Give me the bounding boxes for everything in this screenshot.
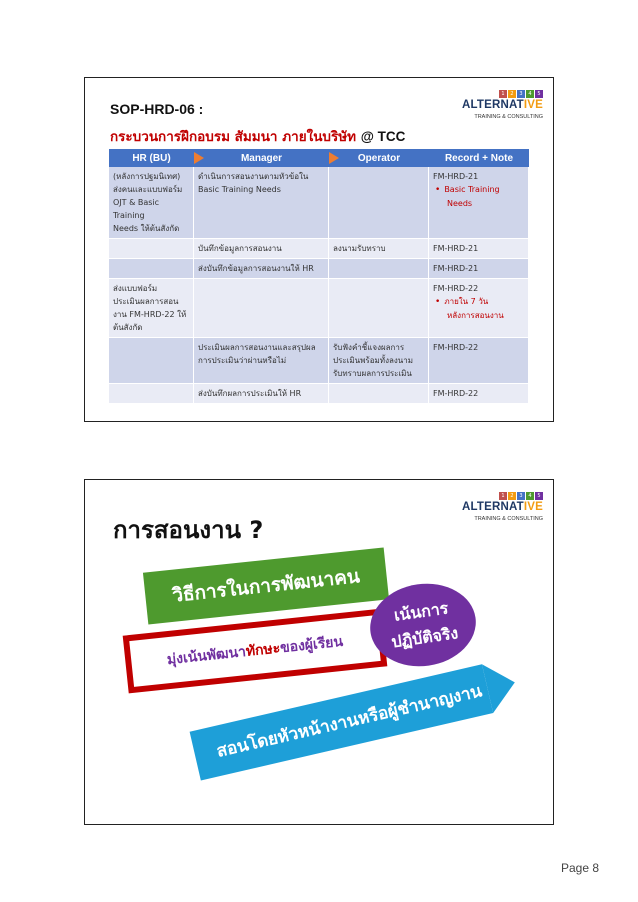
cell-operator	[329, 259, 429, 278]
cell-manager	[194, 279, 329, 337]
slide-coaching	[84, 479, 554, 825]
logo-name-part2: IVE	[523, 99, 543, 111]
subtitle-text: กระบวนการฝึกอบรม สัมมนา ภายในบริษัท	[110, 129, 357, 145]
header-hr	[109, 149, 194, 167]
red-label-part2: ของผู้เรียน	[279, 633, 344, 657]
cell-operator	[329, 279, 429, 337]
header-label: Record + Note	[444, 152, 514, 164]
header-label: Operator	[357, 152, 401, 164]
cell-manager: ส่งบันทึกผลการประเมินให้ HR	[194, 384, 329, 403]
process-table	[109, 149, 529, 404]
cell-manager: ส่งบันทึกข้อมูลการสอนงานให้ HR	[194, 259, 329, 278]
bullet-icon: •	[435, 297, 441, 307]
table-row	[109, 279, 529, 338]
record-note-cont	[433, 197, 524, 210]
cyan-arrow-body: สอนโดยหัวหน้างานหรือผู้ชำนาญงาน	[190, 664, 494, 780]
note-text-cont: Needs	[447, 199, 473, 208]
logo-tagline: TRAINING & CONSULTING	[474, 516, 543, 522]
cell-hr	[109, 259, 194, 278]
orange-arrow-icon	[329, 152, 339, 164]
cell-record	[429, 259, 529, 278]
cell-record	[429, 279, 529, 337]
cell-hr: (หลังการปฐมนิเทศ) ส่งคนและแบบฟอร์ม OJT & Basic Training Needs ให้ต้นสังกัด	[109, 167, 194, 238]
logo-name-part2: IVE	[523, 501, 543, 513]
logo-name-part1: ALTERNAT	[462, 99, 524, 111]
record-code: FM-HRD-22	[433, 389, 479, 398]
logo-number-squares	[499, 90, 543, 98]
note-text-cont: หลังการสอนงาน	[447, 311, 504, 320]
table-row	[109, 259, 529, 279]
header-record	[429, 149, 529, 167]
cell-record	[429, 167, 529, 238]
cell-record	[429, 384, 529, 403]
slide-title: SOP-HRD-06 :	[110, 101, 204, 117]
bullet-icon: •	[435, 185, 441, 195]
logo-square: 3	[517, 492, 525, 500]
cell-operator	[329, 167, 429, 238]
subtitle-suffix: @ TCC	[360, 129, 406, 144]
cell-operator	[329, 384, 429, 403]
logo-square: 2	[508, 492, 516, 500]
page-number: Page 8	[561, 861, 600, 875]
circle-line1: เน้นการ	[392, 598, 450, 625]
logo-name	[462, 99, 543, 111]
logo-number-squares	[499, 492, 543, 500]
record-code: FM-HRD-21	[433, 172, 479, 181]
table-header	[109, 149, 529, 167]
cell-hr	[109, 338, 194, 383]
cell-record	[429, 239, 529, 258]
logo-square: 3	[517, 90, 525, 98]
cell-hr	[109, 384, 194, 403]
logo-square: 4	[526, 90, 534, 98]
logo-square: 4	[526, 492, 534, 500]
cell-manager: ดำเนินการสอนงานตามหัวข้อใน Basic Training Needs	[194, 167, 329, 238]
cell-manager: ประเมินผลการสอนงานและสรุปผล การประเมินว่าผ่านหรือไม่	[194, 338, 329, 383]
logo-name-part1: ALTERNAT	[462, 501, 524, 513]
note-text: Basic Training	[444, 185, 500, 194]
cell-hr	[109, 239, 194, 258]
orange-arrow-icon	[194, 152, 204, 164]
circle-line2: ปฏิบัติจริง	[390, 623, 460, 652]
red-label-highlight: ทักษะ	[245, 640, 282, 660]
table-row	[109, 239, 529, 259]
header-manager	[194, 149, 329, 167]
record-note	[433, 295, 524, 309]
record-code: FM-HRD-21	[433, 264, 479, 273]
record-code: FM-HRD-22	[433, 284, 479, 293]
header-operator	[329, 149, 429, 167]
logo-square: 1	[499, 90, 507, 98]
header-label: HR (BU)	[132, 152, 171, 164]
note-text: ภายใน 7 วัน	[444, 297, 489, 306]
slide-sop-hrd-06	[84, 77, 554, 422]
cell-operator: รับฟังคำชี้แจงผลการ ประเมินพร้อมทั้งลงนาม รับทราบผลการประเมิน	[329, 338, 429, 383]
table-body	[109, 167, 529, 404]
logo-square: 5	[535, 90, 543, 98]
alternative-logo	[462, 90, 543, 124]
slide-subtitle	[110, 125, 405, 147]
cell-record	[429, 338, 529, 383]
logo-square: 1	[499, 492, 507, 500]
table-row	[109, 338, 529, 384]
logo-square: 2	[508, 90, 516, 98]
record-code: FM-HRD-22	[433, 343, 479, 352]
cell-operator: ลงนามรับทราบ	[329, 239, 429, 258]
alternative-logo	[462, 492, 543, 526]
header-label: Manager	[240, 152, 283, 164]
logo-name	[462, 501, 543, 513]
record-code: FM-HRD-21	[433, 244, 479, 253]
green-banner: วิธีการในการพัฒนาคน	[143, 547, 389, 624]
table-row	[109, 167, 529, 239]
table-row	[109, 384, 529, 404]
cell-hr: ส่งแบบฟอร์ม ประเมินผลการสอน งาน FM-HRD-22 ให้ ต้นสังกัด	[109, 279, 194, 337]
logo-square: 5	[535, 492, 543, 500]
cell-manager: บันทึกข้อมูลการสอนงาน	[194, 239, 329, 258]
logo-tagline: TRAINING & CONSULTING	[474, 114, 543, 120]
red-label-part1: มุ่งเน้นพัฒนา	[166, 643, 247, 669]
record-note	[433, 183, 524, 197]
slide-title: การสอนงาน ?	[113, 516, 264, 544]
record-note-cont	[433, 309, 524, 322]
